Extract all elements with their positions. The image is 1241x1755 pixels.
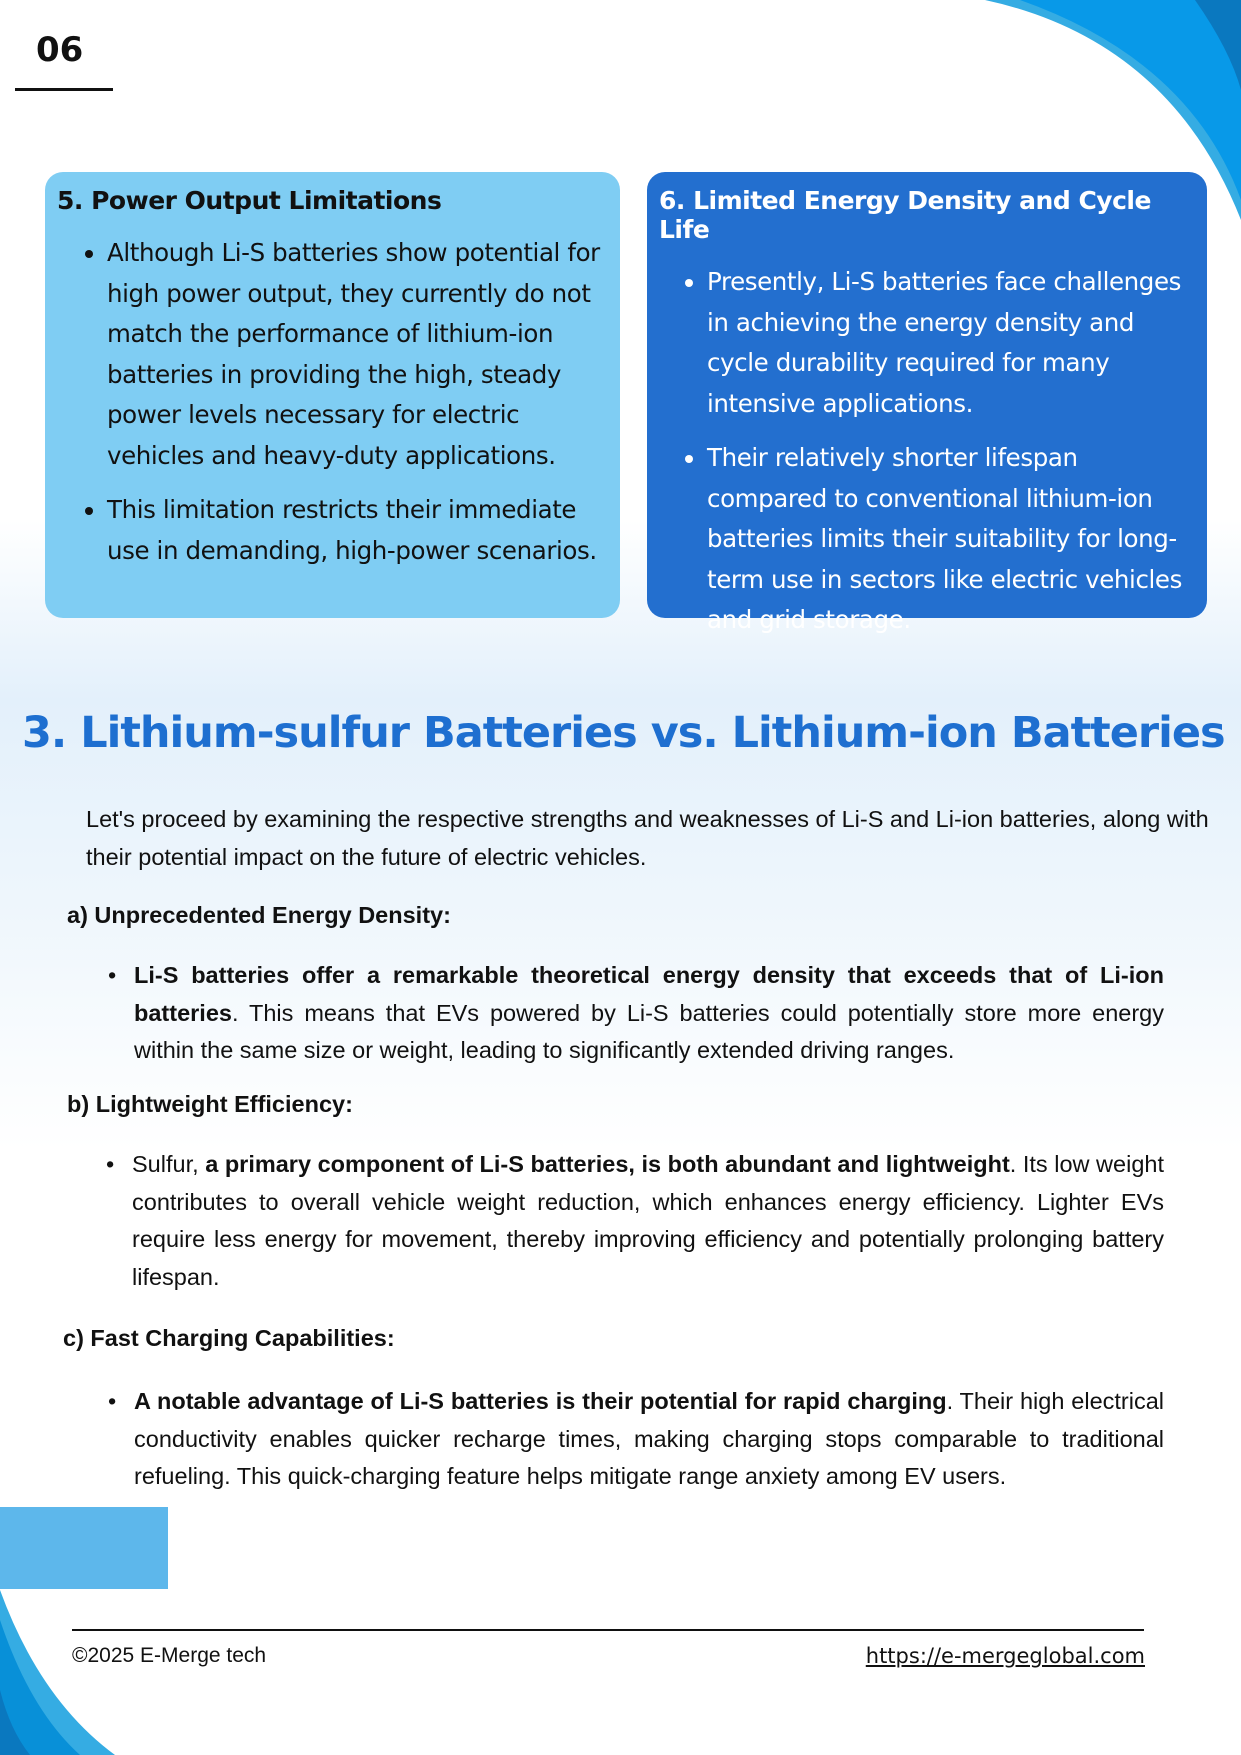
bullet-fast-charging [108,1383,1164,1496]
bold-text: Li-S batteries offer a remarkable theoretical energy density that exceeds that of Li-ion batteries [134,962,1164,1026]
bullet-energy-density [108,957,1164,1070]
card-power-output [45,172,620,618]
footer-website-link[interactable]: https://e-mergeglobal.com [865,1644,1145,1668]
card-bullet: • Although Li-S batteries show potential for high power output, they currently do not match the performance of lithium-ion batteries in providing the high, steady power levels necessary for electric vehicles and heavy-duty applications. [107,233,608,476]
text: Sulfur, [132,1151,206,1177]
footer-divider [72,1629,1144,1631]
subheading-energy-density: a) Unprecedented Energy Density: [67,902,451,928]
text: . This means that EVs powered by Li-S batteries could potentially store more energy within the same size or weight, leading to significantly extended driving ranges. [134,999,1164,1063]
subheading-lightweight: b) Lightweight Efficiency: [67,1091,353,1117]
card-energy-density [647,172,1207,634]
bullet-lightweight [106,1146,1164,1296]
page-number: 06 [36,30,84,70]
card-bullet: • Their relatively shorter lifespan compared to conventional lithium-ion batteries limits their suitability for long-term use in sectors like electric vehicles and grid storage. [707,438,1195,641]
decorative-block [0,1507,168,1589]
footer-copyright: ©2025 E-Merge tech [72,1644,267,1667]
card-title: 6. Limited Energy Density and Cycle Life [659,186,1151,244]
text: . Their high electrical conductivity enables quicker recharge times, making charging stops comparable to traditional refueling. This quick-charging feature helps mitigate range anxiety among EV users. [134,1388,1165,1489]
bold-text: a primary component of Li-S batteries, is both abundant and lightweight [205,1151,1010,1177]
bold-text: A notable advantage of Li-S batteries is their potential for rapid charging [134,1388,947,1414]
intro-paragraph: Let's proceed by examining the respective strengths and weaknesses of Li-S and Li-ion batteries, along with their potential impact on the future of electric vehicles. [86,806,1209,870]
section-heading: 3. Lithium-sulfur Batteries vs. Lithium-ion Batteries [22,708,1225,758]
card-bullet: • Presently, Li-S batteries face challenges in achieving the energy density and cycle durability required for many intensive applications. [707,262,1195,424]
card-title: 5. Power Output Limitations [57,186,442,215]
page-number-underline [15,88,113,91]
text: . Its low weight contributes to overall vehicle weight reduction, which enhances energy efficiency. Lighter EVs require less energy for movement, thereby improving efficiency and potentially prolonging battery lifespan. [132,1151,1164,1290]
subheading-fast-charging: c) Fast Charging Capabilities: [63,1325,395,1351]
card-bullet: • This limitation restricts their immediate use in demanding, high-power scenarios. [107,490,608,571]
